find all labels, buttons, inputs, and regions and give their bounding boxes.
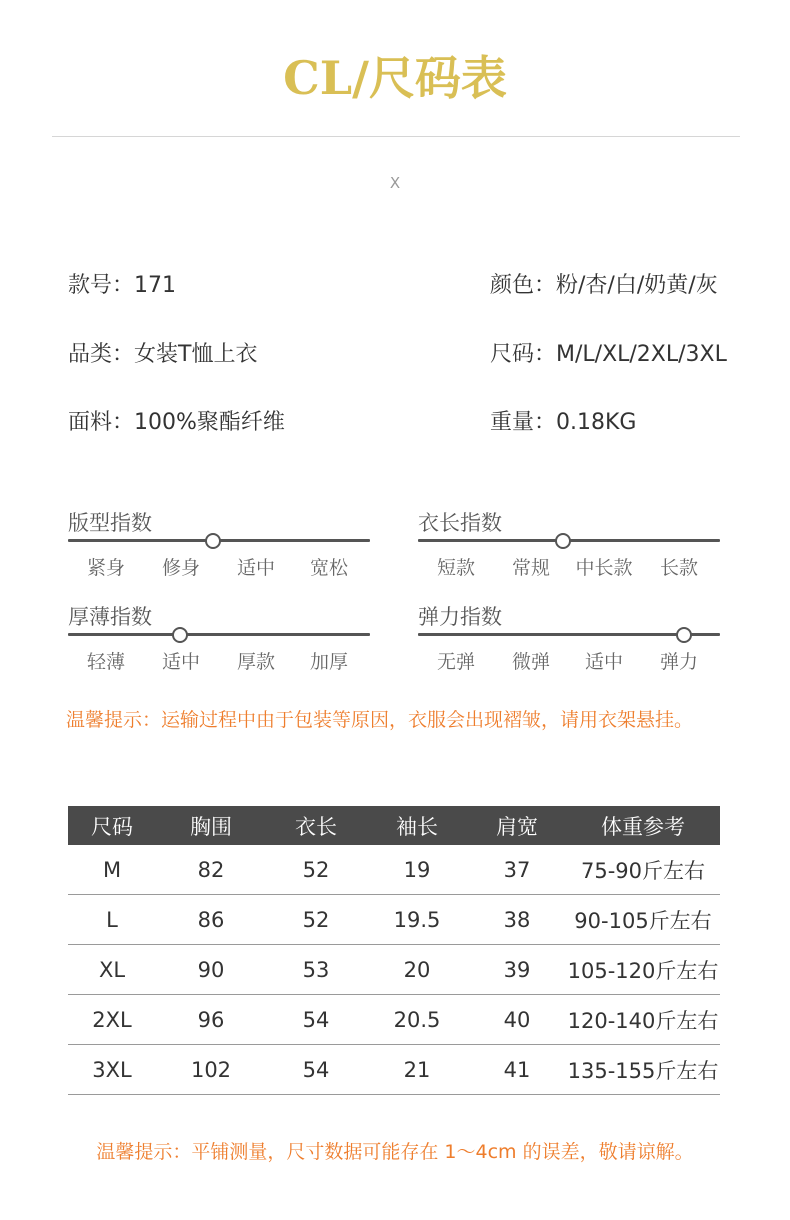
divider: [52, 136, 740, 137]
length-label-3: 中长款: [575, 557, 633, 579]
cell-length: 53: [266, 945, 366, 995]
elasticity-index-knob: [676, 627, 692, 643]
close-icon[interactable]: X: [389, 174, 401, 192]
table-row: [68, 945, 720, 995]
cell-chest: 86: [156, 895, 266, 945]
fit-label-4: 宽松: [309, 557, 348, 579]
thickness-index-track: [68, 633, 370, 636]
elasticity-label-2: 微弹: [511, 651, 550, 673]
table-row: [68, 995, 720, 1045]
cell-size: XL: [68, 945, 156, 995]
table-header-row: [68, 806, 720, 845]
shipping-tip: 温馨提示：运输过程中由于包装等原因，衣服会出现褶皱，请用衣架悬挂。: [66, 709, 694, 731]
fit-index-knob: [205, 533, 221, 549]
fit-index-title: 版型指数: [68, 511, 152, 535]
length-index-title: 衣长指数: [418, 511, 502, 535]
header-size: 尺码: [68, 806, 156, 845]
cell-weight: 75-90斤左右: [566, 845, 720, 895]
cell-sleeve: 21: [366, 1045, 468, 1095]
thickness-label-4: 加厚: [309, 651, 348, 673]
header-sleeve: 袖长: [366, 806, 468, 845]
header-weight: 体重参考: [566, 806, 720, 845]
cell-shoulder: 40: [468, 995, 566, 1045]
measurement-tip: 温馨提示：平铺测量，尺寸数据可能存在 1～4cm 的误差，敬请谅解。: [96, 1141, 694, 1163]
cell-chest: 90: [156, 945, 266, 995]
cell-shoulder: 41: [468, 1045, 566, 1095]
header-length: 衣长: [266, 806, 366, 845]
thickness-label-1: 轻薄: [86, 651, 125, 673]
cell-chest: 102: [156, 1045, 266, 1095]
cell-chest: 82: [156, 845, 266, 895]
fit-label-2: 修身: [161, 557, 200, 579]
info-size: 尺码：M/L/XL/2XL/3XL: [490, 342, 727, 367]
thickness-label-2: 适中: [161, 651, 200, 673]
cell-sleeve: 19.5: [366, 895, 468, 945]
cell-length: 54: [266, 1045, 366, 1095]
size-table: [68, 806, 720, 1095]
length-label-4: 长款: [659, 557, 698, 579]
elasticity-label-1: 无弹: [436, 651, 475, 673]
cell-size: 2XL: [68, 995, 156, 1045]
cell-weight: 90-105斤左右: [566, 895, 720, 945]
cell-weight: 135-155斤左右: [566, 1045, 720, 1095]
info-style-no: 款号：171: [68, 273, 176, 298]
fit-label-3: 适中: [236, 557, 275, 579]
info-weight: 重量：0.18KG: [490, 410, 637, 435]
cell-length: 52: [266, 895, 366, 945]
thickness-label-3: 厚款: [236, 651, 275, 673]
length-label-1: 短款: [436, 557, 475, 579]
cell-shoulder: 37: [468, 845, 566, 895]
table-row: [68, 845, 720, 895]
cell-chest: 96: [156, 995, 266, 1045]
cell-size: L: [68, 895, 156, 945]
elasticity-label-4: 弹力: [659, 651, 698, 673]
cell-size: M: [68, 845, 156, 895]
cell-sleeve: 20: [366, 945, 468, 995]
elasticity-label-3: 适中: [584, 651, 623, 673]
cell-size: 3XL: [68, 1045, 156, 1095]
info-fabric: 面料：100%聚酯纤维: [68, 410, 285, 435]
cell-shoulder: 39: [468, 945, 566, 995]
thickness-index-title: 厚薄指数: [68, 605, 152, 629]
fit-label-1: 紧身: [86, 557, 125, 579]
table-row: [68, 895, 720, 945]
info-color: 颜色：粉/杏/白/奶黄/灰: [490, 273, 718, 298]
page-title: CL/尺码表: [283, 51, 507, 105]
length-index-knob: [555, 533, 571, 549]
cell-weight: 120-140斤左右: [566, 995, 720, 1045]
length-label-2: 常规: [511, 557, 550, 579]
thickness-index-knob: [172, 627, 188, 643]
cell-sleeve: 19: [366, 845, 468, 895]
cell-length: 52: [266, 845, 366, 895]
info-category: 品类：女装T恤上衣: [68, 342, 258, 367]
table-row: [68, 1045, 720, 1095]
cell-sleeve: 20.5: [366, 995, 468, 1045]
cell-shoulder: 38: [468, 895, 566, 945]
elasticity-index-track: [418, 633, 720, 636]
header-chest: 胸围: [156, 806, 266, 845]
cell-length: 54: [266, 995, 366, 1045]
cell-weight: 105-120斤左右: [566, 945, 720, 995]
elasticity-index-title: 弹力指数: [418, 605, 502, 629]
header-shoulder: 肩宽: [468, 806, 566, 845]
